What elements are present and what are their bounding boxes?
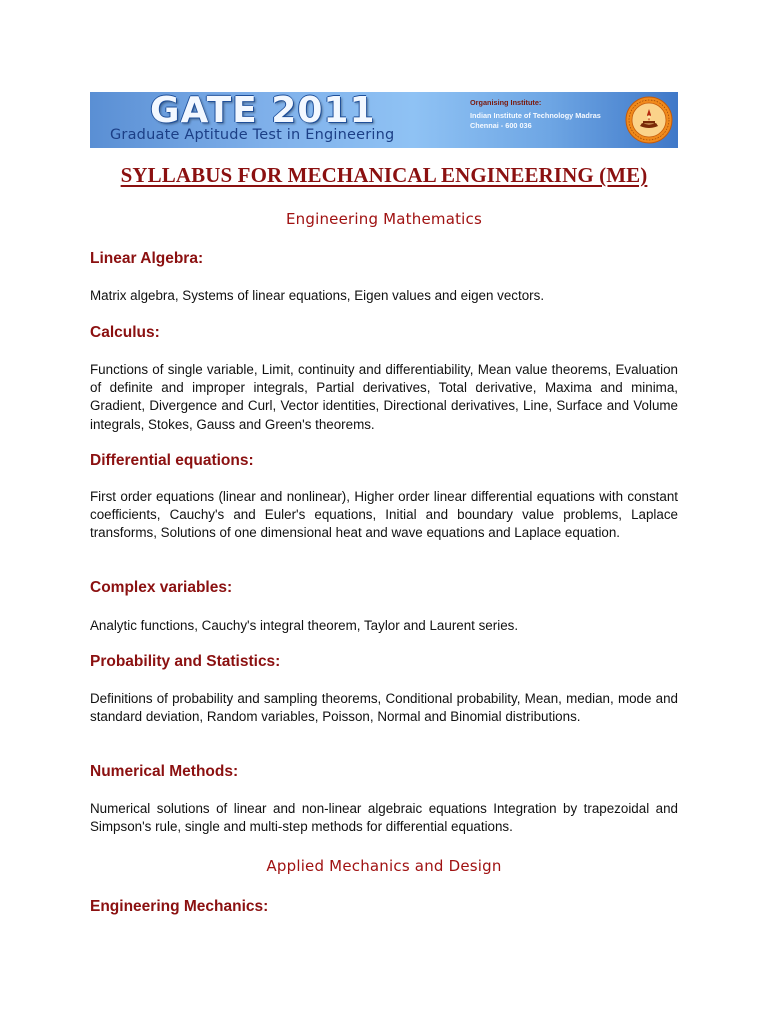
org-city: Chennai - 600 036 [470,121,532,130]
section-heading-numerical-methods: Numerical Methods: [90,763,239,780]
section-body-numerical-methods: Numerical solutions of linear and non-linear algebraic equations Integration by trapezoidal and Simpson's rule, single and multi-step methods for differential equations. [90,801,678,835]
section-body-linear-algebra: Matrix algebra, Systems of linear equations, Eigen values and eigen vectors. [90,288,545,303]
banner-title: GATE 2011 [150,92,376,131]
section-heading-differential-equations: Differential equations: [90,452,254,469]
section-heading-linear-algebra: Linear Algebra: [90,250,204,267]
section-heading-probability-statistics: Probability and Statistics: [90,653,281,670]
section-heading-calculus: Calculus: [90,324,160,341]
section-body-differential-equations: First order equations (linear and nonlinear), Higher order linear differential equations with constant coefficients, Cauchy's and Euler's equations, Initial and boundary value problems, Laplace transforms, Solutions of one dimensional heat and wave equations and Laplace equation. [90,489,678,541]
organising-institute-block [470,98,620,131]
iit-madras-seal-icon [625,96,673,144]
section-heading-engineering-mechanics: Engineering Mechanics: [90,898,269,915]
section-body-probability-statistics: Definitions of probability and sampling theorems, Conditional probability, Mean, median, mode and standard deviation, Random variables, Poisson, Normal and Binomial distributions. [90,691,678,725]
banner-subtitle: Graduate Aptitude Test in Engineering [110,127,395,143]
part-heading-applied-mechanics-design: Applied Mechanics and Design [266,857,502,875]
part-heading-engineering-mathematics: Engineering Mathematics [285,210,483,228]
page-title: SYLLABUS FOR MECHANICAL ENGINEERING (ME) [120,163,648,187]
section-body-complex-variables: Analytic functions, Cauchy's integral theorem, Taylor and Laurent series. [90,618,519,633]
section-body-calculus: Functions of single variable, Limit, continuity and differentiability, Mean value theorems, Evaluation of definite and improper integrals, Partial derivatives, Total derivative, Maxima and minima, Gradient, Divergence and Curl, Vector identities, Directional derivatives, Line, Surface and Volume integrals, Stokes, Gauss and Green's theorems. [90,362,678,432]
org-label: Organising Institute: [470,98,542,107]
section-heading-complex-variables: Complex variables: [90,579,233,596]
org-name: Indian Institute of Technology Madras [470,111,601,120]
gate-banner [90,92,678,148]
